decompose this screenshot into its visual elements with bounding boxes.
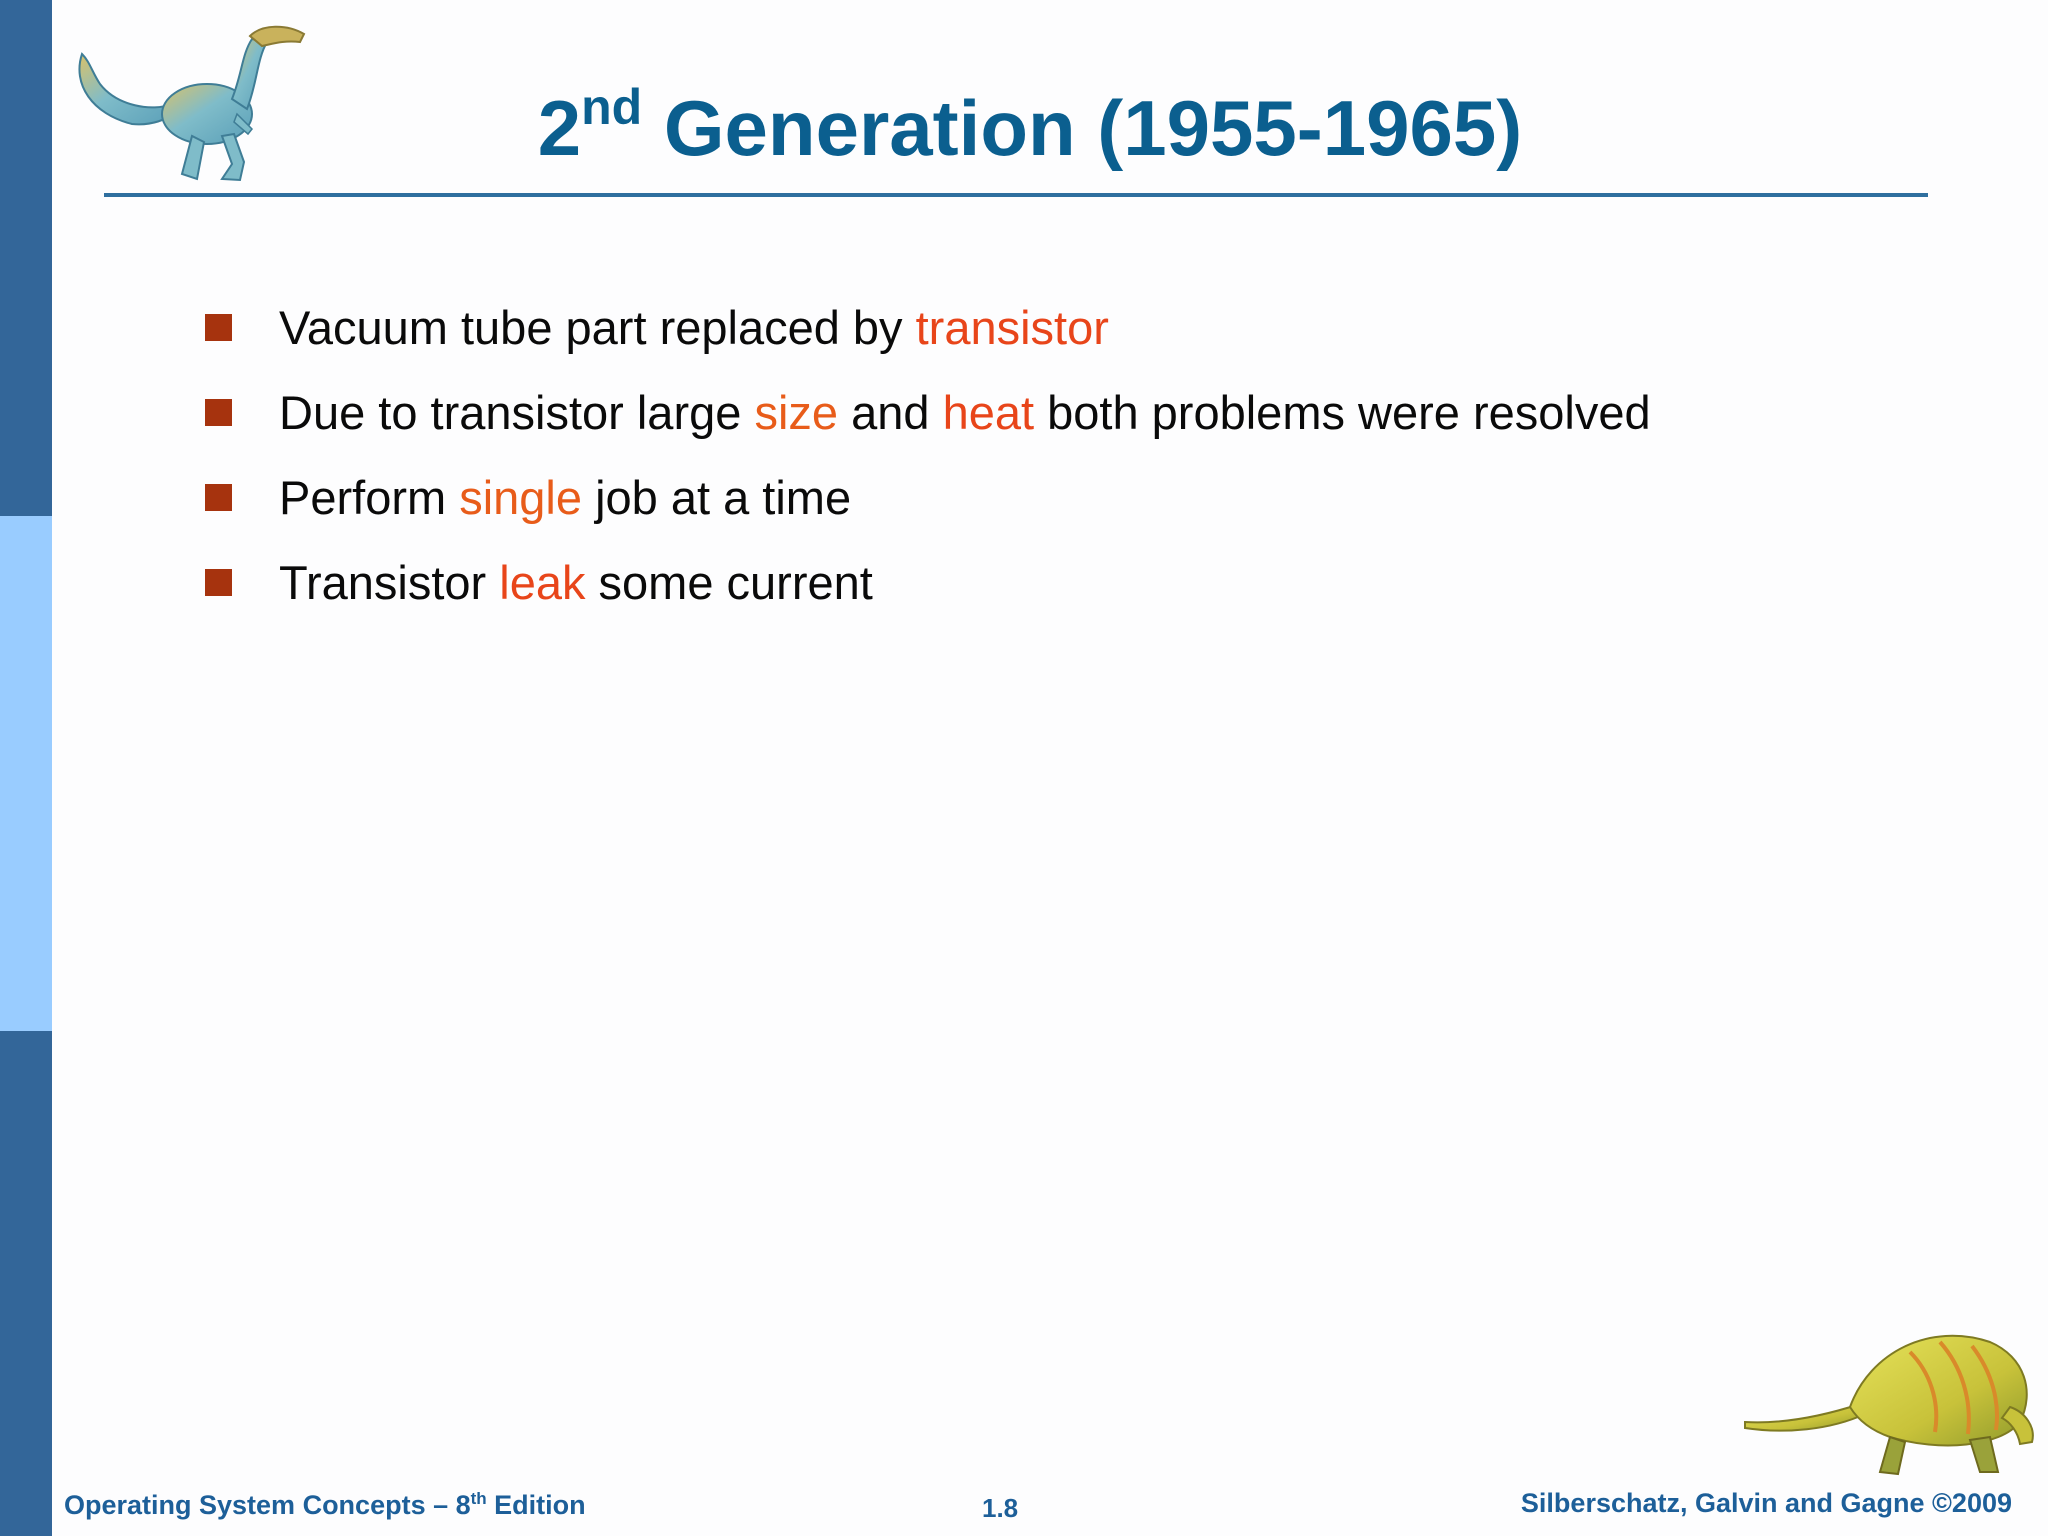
square-bullet-icon [205,314,232,341]
footer-left-suffix: Edition [486,1490,586,1520]
band-segment-bottom [0,1031,52,1536]
bullet-text [279,385,1651,440]
bullet-segment: and [838,386,943,439]
bullet-highlight: single [459,471,583,524]
bullet-segment: both problems were resolved [1034,386,1651,439]
bullet-segment: job at a time [582,471,852,524]
square-bullet-icon [205,399,232,426]
bullet-item [205,455,1985,540]
footer-left-prefix: Operating System Concepts – 8 [64,1490,471,1520]
bullet-item [205,370,1985,455]
bullet-text [279,470,851,525]
dinosaur-bottom-icon [1740,1312,2040,1482]
title-number: 2 [537,84,582,172]
bullet-text [279,300,1109,355]
bullet-segment: Vacuum tube part replaced by [279,301,916,354]
title-underline [104,193,1928,197]
title-text: Generation (1955-1965) [642,84,1523,172]
bullet-item [205,285,1985,370]
bullet-list [205,285,1985,625]
bullet-text [279,555,873,610]
title-superscript: nd [581,79,643,135]
slide-title [200,78,1860,178]
bullet-segment: Perform [279,471,460,524]
bullet-highlight: leak [499,556,586,609]
footer-authors: Silberschatz, Galvin and Gagne ©2009 [1520,1488,2012,1518]
slide-number: 1.8 [982,1493,1019,1523]
band-segment-top [0,0,52,516]
footer-book-title [64,1490,586,1521]
footer-left-superscript: th [470,1489,487,1508]
band-segment-middle [0,516,52,1031]
left-accent-band [0,0,52,1536]
bullet-highlight: heat [942,386,1035,439]
bullet-segment: Transistor [279,556,500,609]
bullet-segment: some current [585,556,873,609]
bullet-segment: Due to transistor large [279,386,755,439]
bullet-highlight: size [754,386,839,439]
bullet-highlight: transistor [915,301,1109,354]
square-bullet-icon [205,484,232,511]
square-bullet-icon [205,569,232,596]
bullet-item [205,540,1985,625]
